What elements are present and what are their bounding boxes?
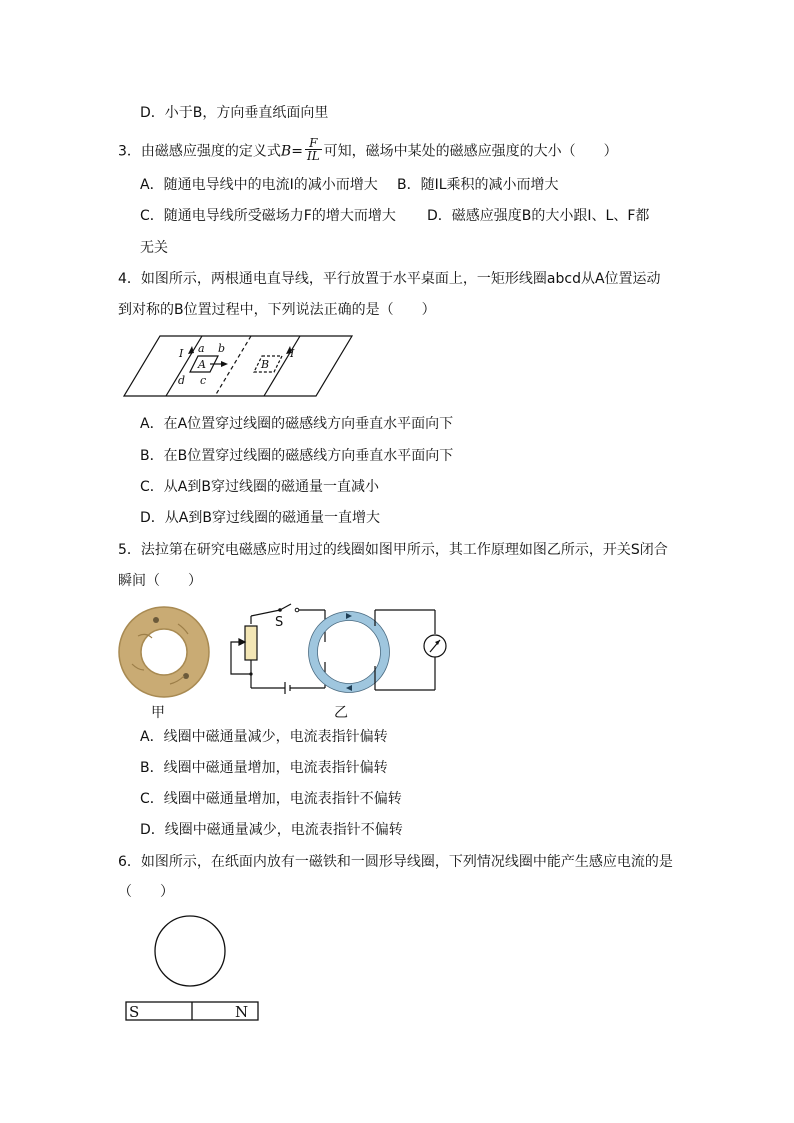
q6-pole-n: N xyxy=(235,1003,249,1021)
q4-label-i-left: I xyxy=(179,347,184,360)
switch-contact xyxy=(295,608,299,612)
q5-stem-line1: 5．法拉第在研究电磁感应时用过的线圈如图甲所示，其工作原理如图乙所示，开关S闭合 xyxy=(118,542,668,558)
q4-label-pos-a: A xyxy=(198,358,206,371)
q4-wire-right xyxy=(264,336,300,396)
q2-option-d: D．小于B，方向垂直纸面向里 xyxy=(140,105,329,121)
q4-label-d: d xyxy=(178,374,186,387)
q4-label-c: c xyxy=(200,374,207,387)
q4-motion-arrow-head xyxy=(221,361,228,367)
q4-figure xyxy=(120,330,360,400)
q5-option-c: C．线圈中磁通量增加，电流表指针不偏转 xyxy=(140,791,402,807)
q4-option-a: A．在A位置穿过线圈的磁感线方向垂直水平面向下 xyxy=(140,416,454,432)
junction-dot xyxy=(249,672,252,675)
q6-figure xyxy=(124,914,264,1024)
q5-circuit-diagram xyxy=(225,596,450,696)
q6-stem-line1: 6．如图所示，在纸面内放有一磁铁和一圆形导线圈，下列情况线圈中能产生感应电流的是 xyxy=(118,854,673,870)
q3-option-b: B．随IL乘积的减小而增大 xyxy=(397,177,559,193)
q4-stem-line2: 到对称的B位置过程中，下列说法正确的是（ ） xyxy=(118,302,436,318)
q4-current-arrow-left xyxy=(188,346,194,354)
q6-pole-s: S xyxy=(129,1003,140,1021)
q3-formula-num: F xyxy=(305,137,322,150)
q3-option-c: C．随通电导线所受磁场力F的增大而增大 xyxy=(140,208,396,224)
q4-label-a: a xyxy=(198,342,205,355)
q3-stem-post: 可知，磁场中某处的磁感应强度的大小（ ） xyxy=(323,143,618,160)
rheostat xyxy=(245,626,257,660)
switch-pivot xyxy=(278,608,282,612)
q4-label-pos-b: B xyxy=(261,358,270,371)
q4-option-b: B．在B位置穿过线圈的磁感线方向垂直水平面向下 xyxy=(140,448,454,464)
q5-option-a: A．线圈中磁通量减少，电流表指针偏转 xyxy=(140,729,388,745)
q6-wire-coil xyxy=(155,916,225,986)
q3-formula-lhs: B xyxy=(280,143,292,160)
q3-option-a: A．随通电导线中的电流I的减小而增大 xyxy=(140,177,378,193)
q4-table-surface xyxy=(124,336,352,396)
q3-formula-fraction xyxy=(305,137,322,162)
q5-label-yi: 乙 xyxy=(334,705,348,721)
q5-label-jia: 甲 xyxy=(151,705,165,721)
q3-option-d: D．磁感应强度B的大小跟I、L、F都 xyxy=(427,208,650,224)
q5-option-d: D．线圈中磁通量减少，电流表指针不偏转 xyxy=(140,822,403,838)
q4-stem-line1: 4．如图所示，两根通电直导线，平行放置于水平桌面上，一矩形线圈abcd从A位置运动 xyxy=(118,271,661,287)
q4-option-c: C．从A到B穿过线圈的磁通量一直减小 xyxy=(140,479,379,495)
iron-ring xyxy=(313,616,385,688)
q4-option-d: D．从A到B穿过线圈的磁通量一直增大 xyxy=(140,510,380,526)
q4-label-i-right: I xyxy=(290,347,295,360)
q6-stem-line2: （ ） xyxy=(118,884,174,900)
q5-faraday-ring-photo xyxy=(118,606,210,698)
ring-inner-edge xyxy=(141,629,187,675)
q4-wire-left xyxy=(166,336,202,396)
q5-option-b: B．线圈中磁通量增加，电流表指针偏转 xyxy=(140,760,388,776)
q3-stem-pre: 3．由磁感应强度的定义式 xyxy=(118,143,281,160)
rheostat-slider-arrow xyxy=(239,639,245,645)
switch-blade xyxy=(280,604,291,610)
ring-spot-1 xyxy=(153,617,159,623)
q5-stem-line2: 瞬间（ ） xyxy=(118,573,202,589)
q3-stem: 3．由磁感应强度的定义式B= $\frac{F}{IL}$ 可知，磁场中某处的磁感应强度的大小（ ） xyxy=(118,136,618,163)
q3-option-d-cont: 无关 xyxy=(140,240,168,256)
q4-label-b: b xyxy=(218,342,226,355)
iron-ring-inner xyxy=(318,621,381,684)
q3-formula-den: IL xyxy=(306,149,320,163)
q5-switch-label: S xyxy=(275,615,284,630)
